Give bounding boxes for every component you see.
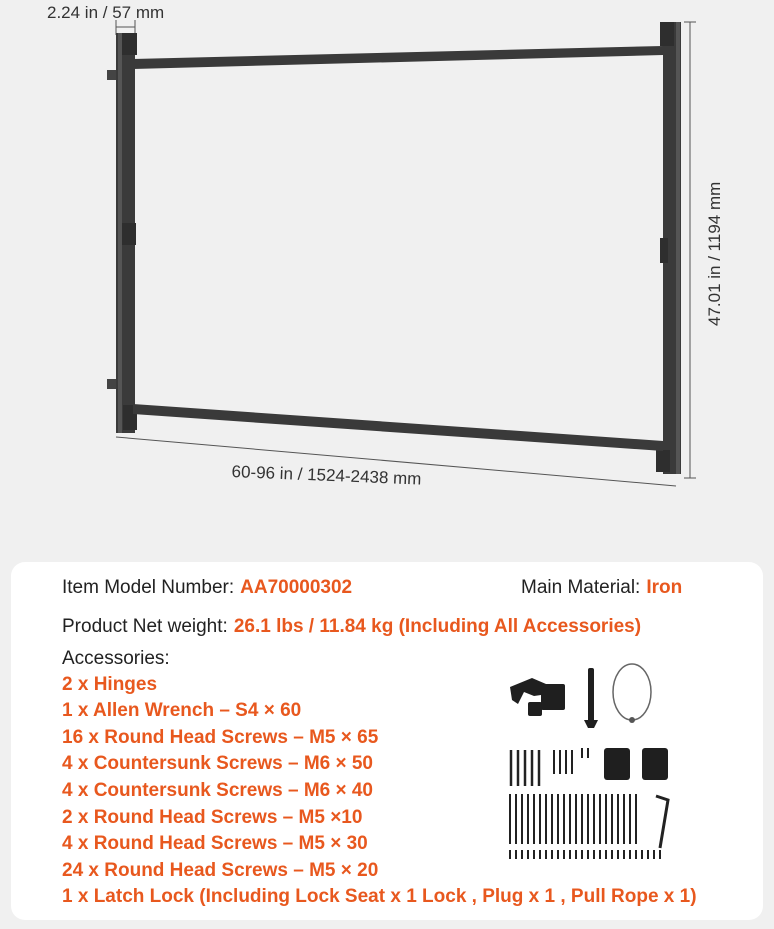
accessory-item-m5x65: 16 x Round Head Screws – M5 × 65 <box>62 727 379 748</box>
pull-handle-icon <box>584 668 598 728</box>
medium-screws-icon <box>510 794 636 844</box>
accessory-item-m6x50: 4 x Countersunk Screws – M6 × 50 <box>62 753 373 774</box>
net-weight-row <box>62 616 641 638</box>
short-screws-icon <box>510 850 660 859</box>
rails <box>133 46 663 451</box>
model-number-row <box>62 577 352 599</box>
accessory-item-m5x10: 2 x Round Head Screws – M5 ×10 <box>62 807 363 828</box>
net-weight-value: 26.1 lbs / 11.84 kg (Including All Accessories) <box>233 616 642 637</box>
accessory-item-hinges: 2 x Hinges <box>62 674 158 695</box>
latch-icon <box>510 678 565 716</box>
material-label: Main Material: <box>521 577 641 598</box>
countersunk-screws-icon <box>554 748 588 774</box>
right-post <box>656 22 681 474</box>
net-weight-label: Product Net weight: <box>62 616 228 637</box>
model-number-label: Item Model Number: <box>62 577 235 598</box>
spec-card <box>11 562 763 920</box>
model-number-value: AA70000302 <box>240 577 353 598</box>
accessories-label: Accessories: <box>62 648 170 669</box>
accessory-item-allen-wrench: 1 x Allen Wrench – S4 × 60 <box>62 700 302 721</box>
long-screws-icon <box>511 750 539 786</box>
post-width-dimension: 2.24 in / 57 mm <box>47 3 165 22</box>
material-value: Iron <box>646 577 683 598</box>
material-row <box>521 577 682 599</box>
accessory-item-m5x30: 4 x Round Head Screws – M5 × 30 <box>62 833 368 854</box>
accessories-illustration <box>496 662 671 862</box>
allen-wrench-icon <box>656 796 668 848</box>
accessory-item-m5x20: 24 x Round Head Screws – M5 × 20 <box>62 860 379 881</box>
height-dimension: 47.01 in / 1194 mm <box>705 181 724 326</box>
pull-rope-icon <box>613 664 651 723</box>
accessory-item-latch-lock: 1 x Latch Lock (Including Lock Seat x 1 Lock , Plug x 1 , Pull Rope x 1) <box>62 886 697 907</box>
width-dimension: 60-96 in / 1524-2438 mm <box>231 462 422 489</box>
left-post <box>107 33 137 433</box>
hinge-plates-icon <box>604 748 668 780</box>
accessory-item-m6x40: 4 x Countersunk Screws – M6 × 40 <box>62 780 373 801</box>
